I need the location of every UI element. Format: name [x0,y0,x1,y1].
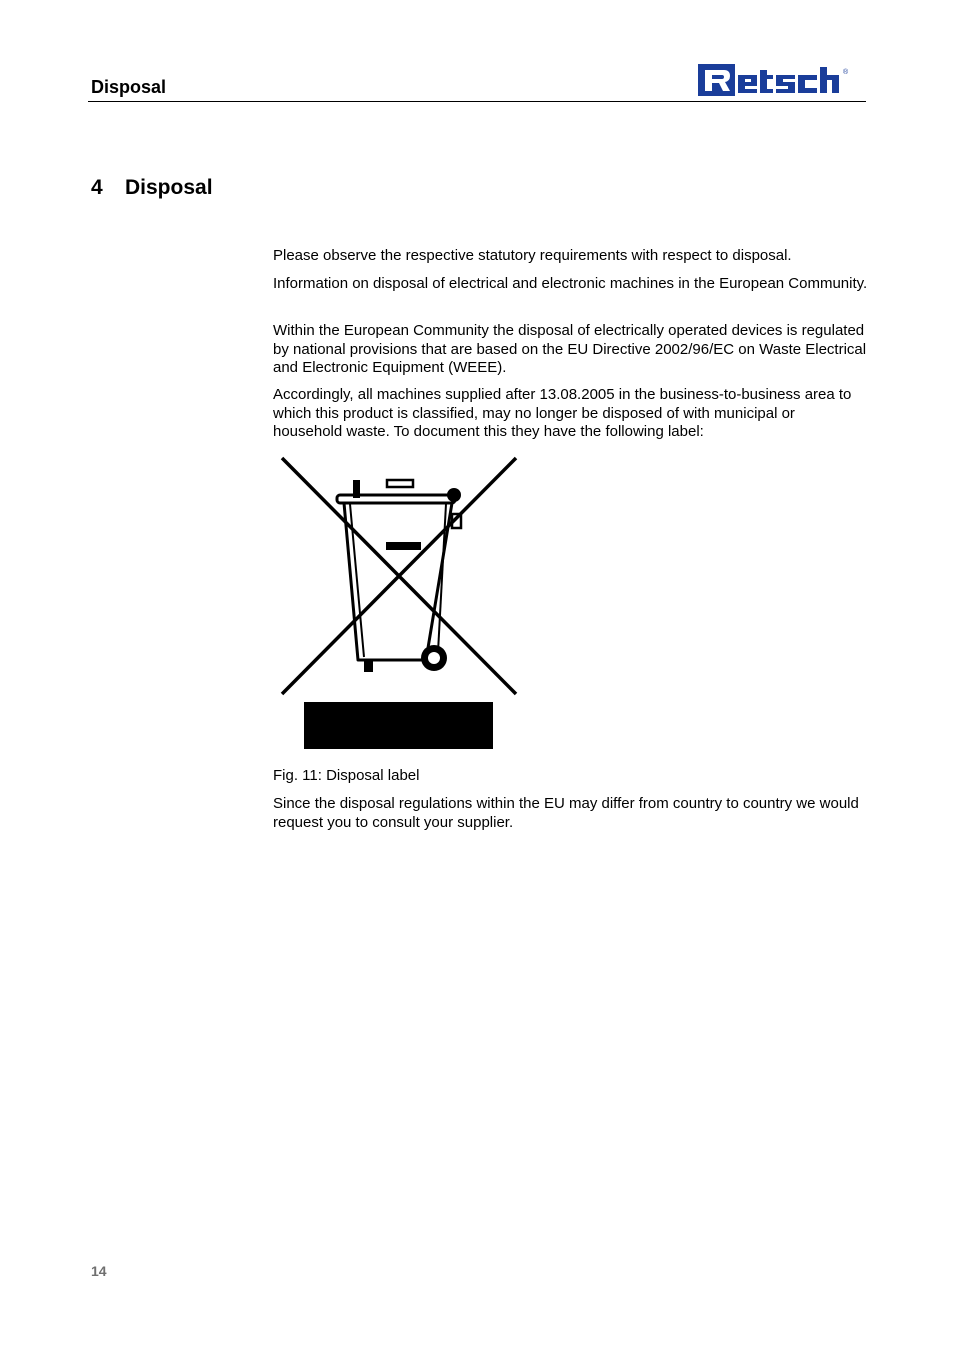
running-header-title: Disposal [91,77,167,97]
paragraph-consult-supplier: Since the disposal regulations within the EU may differ from country to country we would request you to consult your supplier. [273,795,859,831]
header-divider [88,101,866,102]
chapter-number: 4 [91,176,103,199]
paragraph-label-requirement: Accordingly, all machines supplied after 13.08.2005 in the business-to-business area to which this product is classified, may no longer be disposed of with municipal or household waste. To document this they have the following label: [273,386,852,440]
paragraph-weee-directive: Within the European Community the disposal of electrically operated devices is regulated by national provisions that are based on the EU Directive 2002/96/EC on Waste Electrical and Electronic Equipment (WEEE). [273,322,867,376]
paragraph-information: Information on disposal of electrical and electronic machines in the European Community. [273,275,868,292]
registered-mark: ® [843,69,849,76]
retsch-logo [697,62,867,98]
chapter-title: Disposal [125,176,213,199]
chapter-heading [91,176,213,200]
figure-caption: Fig. 11: Disposal label [273,767,420,784]
crossed-out-wheelie-bin-icon [276,452,522,752]
paragraph-statutory: Please observe the respective statutory requirements with respect to disposal. [273,247,792,264]
page-number: 14 [91,1263,107,1279]
